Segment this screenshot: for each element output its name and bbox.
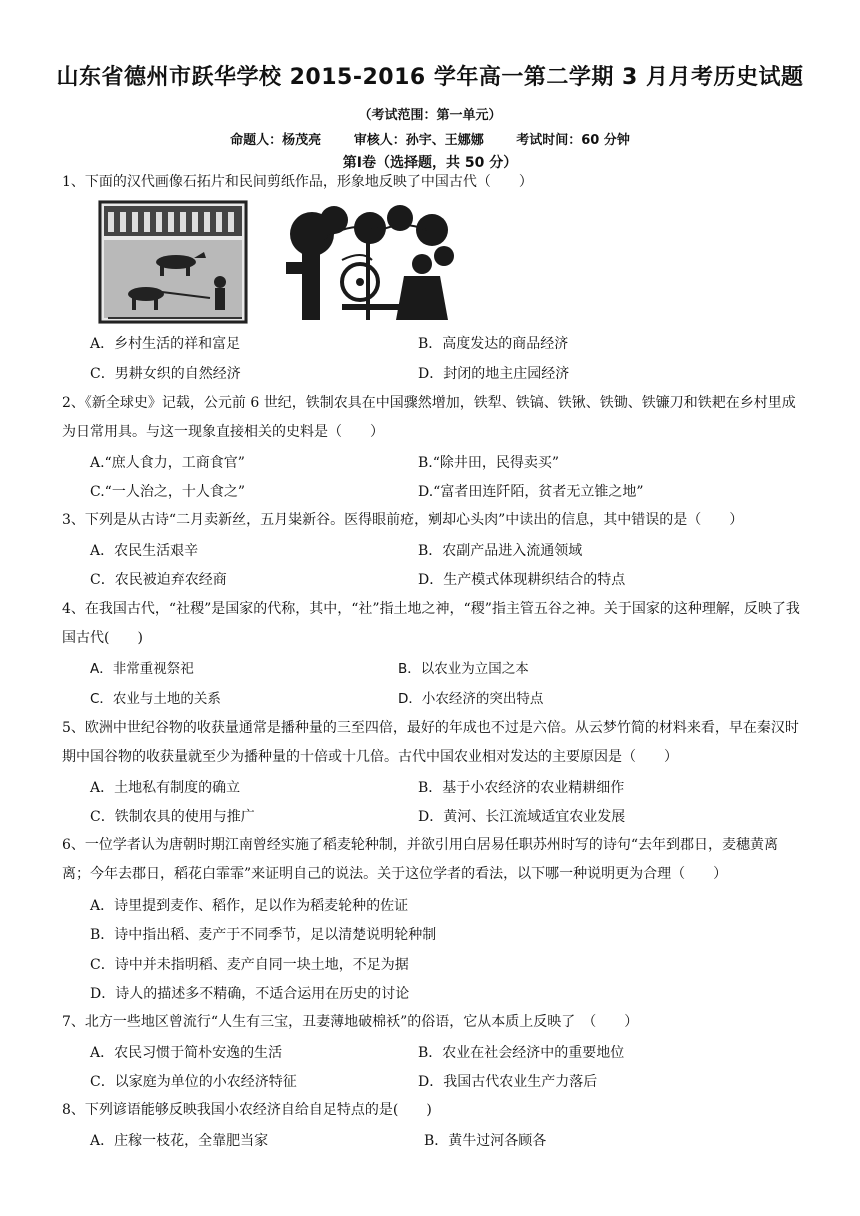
question-8-option-a[interactable]: A．庄稼一枝花，全靠肥当家 [90,1133,269,1149]
question-2-option-c[interactable]: C.“一人治之，十人食之” [90,484,245,500]
question-3-option-c[interactable]: C．农民被迫弃农经商 [90,572,227,588]
question-4-option-c[interactable]: C．农业与土地的关系 [90,691,221,707]
question-5-option-c[interactable]: C．铁制农具的使用与推广 [90,809,255,825]
question-8-stem: 8、下列谚语能够反映我国小农经济自给自足特点的是( ) [62,1102,432,1118]
stone-relief-rubbing-image [98,200,248,324]
exam-meta-line [0,129,860,148]
question-1-option-c[interactable]: C．男耕女织的自然经济 [90,366,241,382]
question-5-stem: 5、欧洲中世纪谷物的收获量通常是播种量的三至四倍，最好的年成也不过是六倍。从云梦竹简的材料来看，早在秦汉时期中国谷物的收获量就至少为播种量的十倍或十几倍。古代中国农业相对发达的主要原因是（ ） [62,720,799,765]
question-5-option-d[interactable]: D．黄河、长江流域适宜农业发展 [418,809,626,825]
question-2-option-b[interactable]: B.“除井田，民得卖买” [418,455,560,471]
time-label: 考试时间：60 分钟 [516,133,630,148]
question-5-option-b[interactable]: B．基于小农经济的农业精耕细作 [418,780,625,796]
section-heading: 第Ⅰ卷（选择题，共 50 分） [342,155,518,171]
question-7-option-a[interactable]: A．农民习惯于简朴安逸的生活 [90,1045,283,1061]
folk-paper-cut-image [282,200,460,324]
question-6-option-a[interactable]: A．诗里提到麦作、稻作，足以作为稻麦轮种的佐证 [90,898,409,914]
question-1-option-d[interactable]: D．封闭的地主庄园经济 [418,366,570,382]
question-3-option-a[interactable]: A．农民生活艰辛 [90,543,199,559]
question-7-option-d[interactable]: D．我国古代农业生产力落后 [418,1074,598,1090]
exam-title: 山东省德州市跃华学校 2015-2016 学年高一第二学期 3 月月考历史试题 [56,65,804,90]
question-4-option-b[interactable]: B．以农业为立国之本 [398,661,529,677]
question-5-option-a[interactable]: A．土地私有制度的确立 [90,780,241,796]
question-1-stem: 1、下面的汉代画像石拓片和民间剪纸作品，形象地反映了中国古代（ ） [62,174,533,190]
question-1-option-b[interactable]: B．高度发达的商品经济 [418,336,569,352]
question-6-option-d[interactable]: D．诗人的描述多不精确，不适合运用在历史的讨论 [90,986,410,1002]
author-label: 命题人：杨茂亮 [230,133,322,148]
question-4-option-d[interactable]: D．小农经济的突出特点 [398,691,544,707]
question-6-option-c[interactable]: C．诗中并未指明稻、麦产自同一块土地，不足为据 [90,957,409,973]
question-7-option-b[interactable]: B．农业在社会经济中的重要地位 [418,1045,625,1061]
question-4-stem: 4、在我国古代，“社稷”是国家的代称，其中，“社”指土地之神，“稷”指主管五谷之神。关于国家的这种理解，反映了我国古代( ) [62,601,800,646]
question-2-option-d[interactable]: D.“富者田连阡陌，贫者无立锥之地” [418,484,644,500]
question-7-option-c[interactable]: C．以家庭为单位的小农经济特征 [90,1074,297,1090]
reviewer-label: 审核人：孙宇、王娜娜 [353,133,484,148]
question-6-option-b[interactable]: B．诗中指出稻、麦产于不同季节，足以清楚说明轮种制 [90,927,437,943]
question-1-option-a[interactable]: A．乡村生活的祥和富足 [90,336,241,352]
question-7-stem: 7、北方一些地区曾流行“人生有三宝，丑妻薄地破棉袄”的俗语，它从本质上反映了 （ ） [62,1014,639,1030]
question-3-option-d[interactable]: D．生产模式体现耕织结合的特点 [418,572,626,588]
question-6-stem: 6、一位学者认为唐朝时期江南曾经实施了稻麦轮种制，并欲引用白居易任职苏州时写的诗句“去年到郡日，麦穗黄离离；今年去郡日，稻花白霏霏”来证明自己的说法。关于这位学者的看法，以下哪一种说明更为合理（ ） [62,837,779,882]
question-3-stem: 3、下列是从古诗“二月卖新丝，五月粜新谷。医得眼前疮，剜却心头肉”中读出的信息，其中错误的是（ ） [62,512,744,528]
question-8-option-b[interactable]: B．黄牛过河各顾各 [424,1133,547,1149]
question-4-option-a[interactable]: A．非常重视祭祀 [90,661,194,677]
question-3-option-b[interactable]: B．农副产品进入流通领域 [418,543,583,559]
exam-scope: （考试范围：第一单元） [358,108,502,123]
question-2-option-a[interactable]: A.“庶人食力，工商食官” [90,455,245,471]
question-2-stem: 2、《新全球史》记载，公元前 6 世纪，铁制农具在中国骤然增加，铁犁、铁镐、铁锹、铁锄、铁镰刀和铁耙在乡村里成为日常用具。与这一现象直接相关的史料是（ ） [62,395,796,440]
